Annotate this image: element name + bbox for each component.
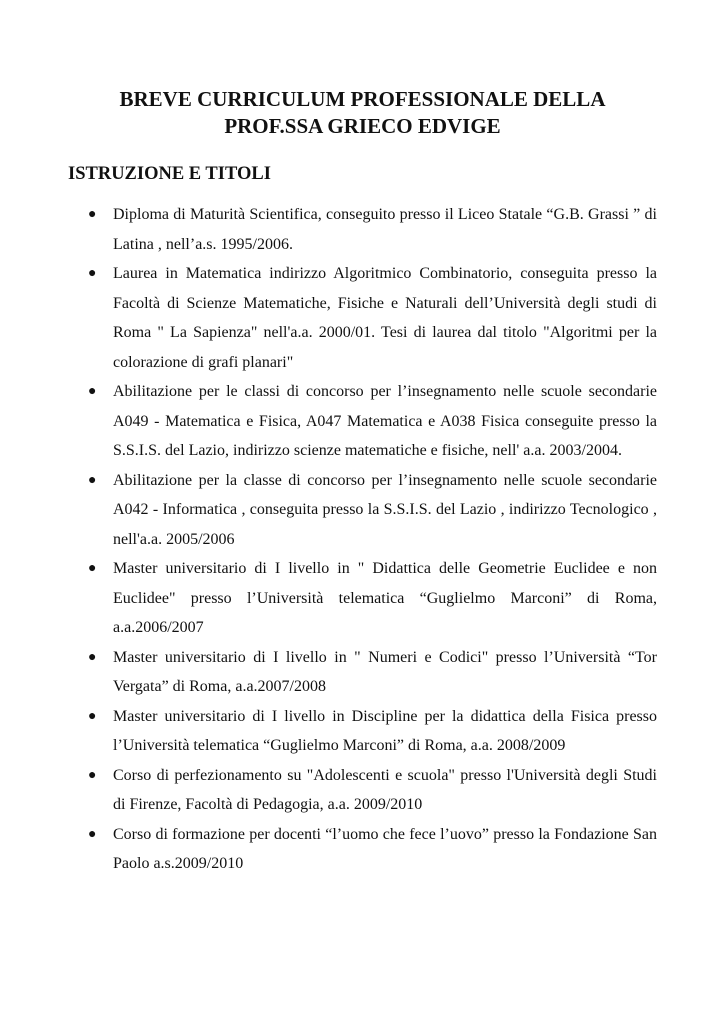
- bullet-icon: ●: [88, 207, 97, 222]
- list-item-text: Abilitazione per le classi di concorso per l’insegnamento nelle scuole secondarie A049 - Matematica e Fisica, A047 Matematica e A038 Fisica conseguite presso la S.S.I.S. del Lazio, indirizzo scienze matematiche e fisiche, nell' a.a. 2003/2004.: [113, 383, 657, 459]
- bullet-icon: ●: [88, 472, 97, 488]
- list-item-text: Master universitario di I livello in " Numeri e Codici" presso l’Università “Tor Vergata” di Roma, a.a.2007/2008: [113, 648, 657, 695]
- title-line-2: PROF.SSA GRIECO EDVIGE: [224, 114, 501, 138]
- bullet-icon: ●: [88, 826, 97, 842]
- list-item: [0, 259, 725, 377]
- list-item-text: Corso di formazione per docenti “l’uomo che fece l’uovo” presso la Fondazione San Paolo a.s.2009/2010: [113, 825, 657, 872]
- list-item-text: Corso di perfezionamento su "Adolescenti e scuola" presso l'Università degli Studi di Firenze, Facoltà di Pedagogia, a.a. 2009/2010: [113, 766, 657, 813]
- bullet-icon: ●: [88, 649, 97, 665]
- list-item: [0, 200, 725, 259]
- list-item-text: Master universitario di I livello in " Didattica delle Geometrie Euclidee e non Euclidee" presso l’Università telematica “Guglielmo Marconi” di Roma, a.a.2006/2007: [113, 560, 657, 636]
- list-item-text: Abilitazione per la classe di concorso per l’insegnamento nelle scuole secondarie A042 - Informatica , conseguita presso la S.S.I.S. del Lazio , indirizzo Tecnologico , nell'a.a. 2005/2006: [113, 471, 657, 548]
- list-item: [0, 702, 725, 761]
- section-heading: ISTRUZIONE E TITOLI: [68, 164, 271, 184]
- qualifications-list: [0, 200, 725, 879]
- list-item: [0, 377, 725, 466]
- title-line-1: BREVE CURRICULUM PROFESSIONALE DELLA: [119, 87, 606, 111]
- list-item-text: Diploma di Maturità Scientifica, conseguito presso il Liceo Statale “G.B. Grassi ” di Latina , nell’a.s. 1995/2006.: [113, 206, 657, 253]
- list-item: [0, 554, 725, 643]
- list-item: [0, 643, 725, 702]
- list-item: [0, 466, 725, 555]
- bullet-icon: ●: [88, 384, 97, 399]
- list-item: [0, 820, 725, 879]
- list-item: [0, 761, 725, 820]
- list-item-text: Master universitario di I livello in Discipline per la didattica della Fisica presso l’Università telematica “Guglielmo Marconi” di Roma, a.a. 2008/2009: [113, 707, 657, 754]
- document-title: [60, 86, 665, 140]
- bullet-icon: ●: [88, 708, 97, 724]
- bullet-icon: ●: [88, 266, 97, 281]
- bullet-icon: ●: [88, 767, 97, 783]
- bullet-icon: ●: [88, 561, 97, 576]
- list-item-text: Laurea in Matematica indirizzo Algoritmico Combinatorio, conseguita presso la Facoltà di Scienze Matematiche, Fisiche e Naturali dell’Università degli studi di Roma " La Sapienza" nell'a.a. 2000/01. Tesi di laurea dal titolo "Algoritmi per la colorazione di grafi planari": [113, 265, 657, 371]
